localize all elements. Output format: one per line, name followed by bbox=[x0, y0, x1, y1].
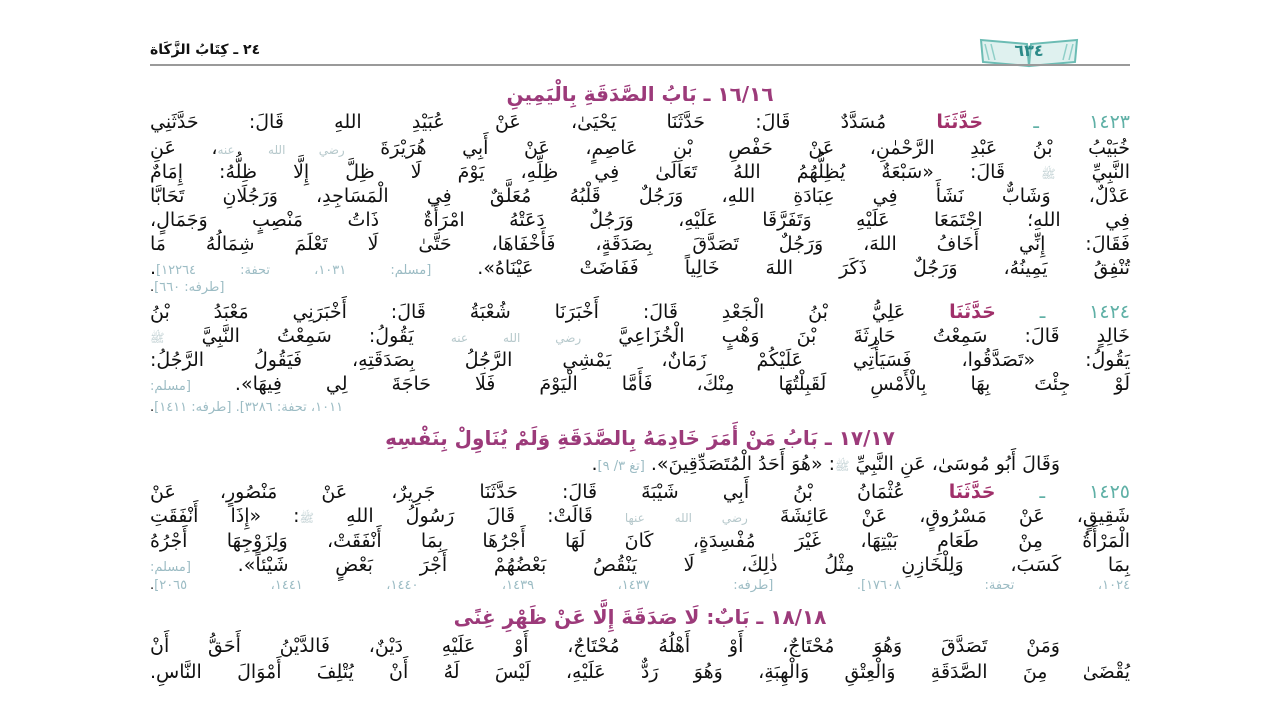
honorific-symbol: ﷺ bbox=[150, 331, 165, 345]
honorific-symbol: ﷺ bbox=[299, 511, 315, 525]
reference: [طرفه: ٦٦٠] bbox=[154, 280, 225, 295]
section-heading bbox=[150, 82, 1130, 106]
text-segment: يَقُولُ: «تَصَدَّقُوا، فَسَيَأْتِي عَلَيْكُمْ زَمَانٌ، يَمْشِي الرَّجُلُ بِصَدَقَتِهِ، فَيَقُولُ الرَّجُلُ: bbox=[150, 349, 1130, 371]
text-segment: عَدْلٌ، وَشَابٌّ نَشَأَ فِي عِبَادَةِ اللهِ، وَرَجُلٌ قَلْبُهُ مُعَلَّقٌ فِي الْمَسَاجِدِ، وَرَجُلَانِ تَحَابَّا bbox=[150, 185, 1130, 207]
text-line bbox=[150, 136, 1130, 162]
text-segment: . bbox=[150, 400, 155, 415]
text-segment: قَالَتْ: قَالَ رَسُولُ اللهِ bbox=[314, 505, 625, 527]
text-line bbox=[150, 660, 1130, 684]
text-segment: ١٨/١٨ ـ بَابٌ: لَا صَدَقَةَ إِلَّا عَنْ ظَهْرِ غِنًى bbox=[453, 605, 827, 629]
honorific-symbol: ﷺ bbox=[1041, 167, 1056, 181]
text-segment: . bbox=[150, 257, 157, 279]
text-line bbox=[150, 208, 1130, 232]
text-segment: الْمَرْأَةُ مِنْ طَعَامِ بَيْتِهَا، غَيْرَ مُفْسِدَةٍ، كَانَ لَهَا أَجْرُهَا بِمَا أَنْفَقَتْ، وَلِزَوْجِهَا أَجْرُهُ bbox=[150, 530, 1130, 552]
text-line bbox=[150, 372, 1130, 399]
text-segment: شَقِيقٍ، عَنْ مَسْرُوقٍ، عَنْ عَائِشَةَ bbox=[747, 505, 1130, 527]
text-line bbox=[150, 300, 1130, 324]
text-line bbox=[150, 184, 1130, 208]
chapter-title: ٢٤ ـ كِتَابُ الزَّكَاة bbox=[150, 42, 261, 58]
text-line bbox=[150, 324, 1130, 350]
text-line bbox=[150, 480, 1130, 504]
text-segment: : «إِذَا أَنْفَقَتِ bbox=[150, 505, 300, 527]
text-segment: . bbox=[150, 578, 155, 593]
hadith-number: ١٤٢٤ ـ bbox=[995, 301, 1130, 323]
honorific-symbol: رضي الله عنها bbox=[624, 511, 748, 525]
honorific-symbol: ﷺ bbox=[835, 459, 850, 473]
text-segment: . bbox=[150, 280, 155, 295]
text-segment: ١٧/١٧ ـ بَابُ مَنْ أَمَرَ خَادِمَهُ بِالصَّدَقَةِ وَلَمْ يُنَاوِلْ بِنَفْسِهِ bbox=[385, 426, 895, 450]
text-line bbox=[150, 504, 1130, 530]
text-segment: مُسَدَّدٌ قَالَ: حَدَّثَنَا يَحْيَىٰ، عَنْ عُبَيْدِ اللهِ قَالَ: حَدَّثَنِي bbox=[150, 111, 937, 133]
reference: [مسلم: ١٠٣١، تحفة: ١٢٢٦٤] bbox=[156, 263, 432, 278]
text-segment: خُبَيْبُ بْنُ عَبْدِ الرَّحْمٰنِ، عَنْ حَفْصِ بْنِ عَاصِمٍ، عَنْ أَبِي هُرَيْرَةَ bbox=[344, 137, 1130, 159]
haddathana-label: حَدَّثَنَا bbox=[949, 301, 996, 323]
text-segment: عُثْمَانُ بْنُ أَبِي شَيْبَةَ قَالَ: حَدَّثَنَا جَرِيرٌ، عَنْ مَنْصُورٍ، عَنْ bbox=[150, 481, 949, 503]
text-line bbox=[150, 553, 1130, 580]
text-line bbox=[150, 256, 1130, 283]
text-segment: بِمَا كَسَبَ، وَلِلْخَازِنِ مِثْلُ ذٰلِكَ، لَا يَنْقُصُ بَعْضُهُمْ أَجْرَ بَعْضٍ شَيْئاً». bbox=[190, 554, 1130, 576]
text-line bbox=[150, 452, 1060, 479]
text-line bbox=[150, 348, 1130, 372]
reference-line bbox=[150, 578, 1130, 594]
text-segment: عَلِيُّ بْنُ الْجَعْدِ قَالَ: أَخْبَرَنَا شُعْبَةُ قَالَ: أَخْبَرَنِي مَعْبَدُ بْنُ bbox=[150, 301, 950, 323]
text-segment: لَوْ جِئْتَ بِهَا بِالْأَمْسِ لَقَبِلْتُهَا مِنْكَ، فَأَمَّا الْيَوْمَ فَلَا حَاجَةَ لِي فِيهَا». bbox=[190, 373, 1130, 395]
text-segment: خَالِدٍ قَالَ: سَمِعْتُ حَارِثَةَ بْنَ وَهْبٍ الْخُزَاعِيَّ bbox=[581, 325, 1130, 347]
text-segment: : «هُوَ أَحَدُ الْمُتَصَدِّقِينَ». bbox=[644, 453, 836, 475]
text-line bbox=[150, 160, 1130, 186]
text-line bbox=[150, 110, 1130, 134]
page-number: ٦٣٤ bbox=[1014, 41, 1044, 60]
section-heading bbox=[150, 605, 1130, 629]
text-line bbox=[150, 634, 1060, 658]
reference: [مسلم: bbox=[150, 560, 191, 575]
reference-line bbox=[150, 400, 1130, 416]
text-segment: وَمَنْ تَصَدَّقَ وَهُوَ مُحْتَاجٌ، أَوْ أَهْلُهُ مُحْتَاجٌ، أَوْ عَلَيْهِ دَيْنٌ، فَالدَّيْنُ أَحَقُّ أَنْ bbox=[150, 635, 1060, 657]
text-segment: . bbox=[591, 453, 598, 475]
text-segment: فِي اللهِ؛ اجْتَمَعَا عَلَيْهِ وَتَفَرَّقَا عَلَيْهِ، وَرَجُلٌ دَعَتْهُ امْرَأَةٌ ذَاتُ مَنْصِبٍ وَجَمَالٍ، bbox=[150, 209, 1130, 231]
reference: [مسلم: bbox=[150, 379, 191, 394]
text-segment: ١٦/١٦ ـ بَابُ الصَّدَقَةِ بِالْيَمِينِ bbox=[506, 82, 774, 106]
text-segment: قَالَ: «سَبْعَةٌ يُظِلُّهُمُ اللهُ تَعَالَىٰ فِي ظِلِّهِ، يَوْمَ لَا ظِلَّ إِلَّا ظِلُّهُ: إِمَامٌ bbox=[150, 161, 1042, 183]
honorific-symbol: رضي الله عنه bbox=[217, 143, 345, 157]
text-segment: يَقُولُ: سَمِعْتُ النَّبِيَّ bbox=[164, 325, 451, 347]
text-line bbox=[150, 529, 1130, 553]
header-divider bbox=[150, 64, 1130, 66]
reference: [تغ ٣/ ٩] bbox=[597, 459, 645, 474]
text-segment: ، عَنِ bbox=[150, 137, 218, 159]
text-segment: فَقَالَ: إِنِّي أَخَافُ اللهَ، وَرَجُلٌ تَصَدَّقَ بِصَدَقَةٍ، فَأَخْفَاهَا، حَتَّىٰ لَا تَعْلَمَ شِمَالُهُ مَا bbox=[150, 233, 1130, 255]
haddathana-label: حَدَّثَنَا bbox=[936, 111, 984, 133]
text-line bbox=[150, 232, 1130, 256]
reference: ١٠١١، تحفة: ٣٢٨٦]. [طرفه: ١٤١١] bbox=[154, 400, 344, 415]
honorific-symbol: رضي الله عنه bbox=[450, 331, 582, 345]
reference-line bbox=[150, 280, 1130, 296]
haddathana-label: حَدَّثَنَا bbox=[948, 481, 996, 503]
hadith-number: ١٤٢٥ ـ bbox=[995, 481, 1130, 503]
text-segment: تُنْفِقُ يَمِينُهُ، وَرَجُلٌ ذَكَرَ اللهَ خَالِياً فَفَاضَتْ عَيْنَاهُ». bbox=[431, 257, 1131, 279]
text-segment: وَقَالَ أَبُو مُوسَىٰ، عَنِ النَّبِيِّ bbox=[849, 453, 1060, 475]
section-heading bbox=[150, 426, 1130, 450]
text-segment: يُقْضَىٰ مِنَ الصَّدَقَةِ وَالْعِتْقِ وَالْهِبَةِ، وَهُوَ رَدٌّ عَلَيْهِ، لَيْسَ لَهُ أَنْ يُتْلِفَ أَمْوَالَ النَّاسِ. bbox=[150, 661, 1130, 683]
text-segment: النَّبِيِّ bbox=[1055, 161, 1130, 183]
reference: ١٠٢٤، تحفة: ١٧٦٠٨]. [طرفه: ١٤٣٧، ١٤٣٩، ١٤٤٠، ١٤٤١، ٢٠٦٥] bbox=[154, 578, 1131, 593]
hadith-number: ١٤٢٣ ـ bbox=[983, 111, 1130, 133]
